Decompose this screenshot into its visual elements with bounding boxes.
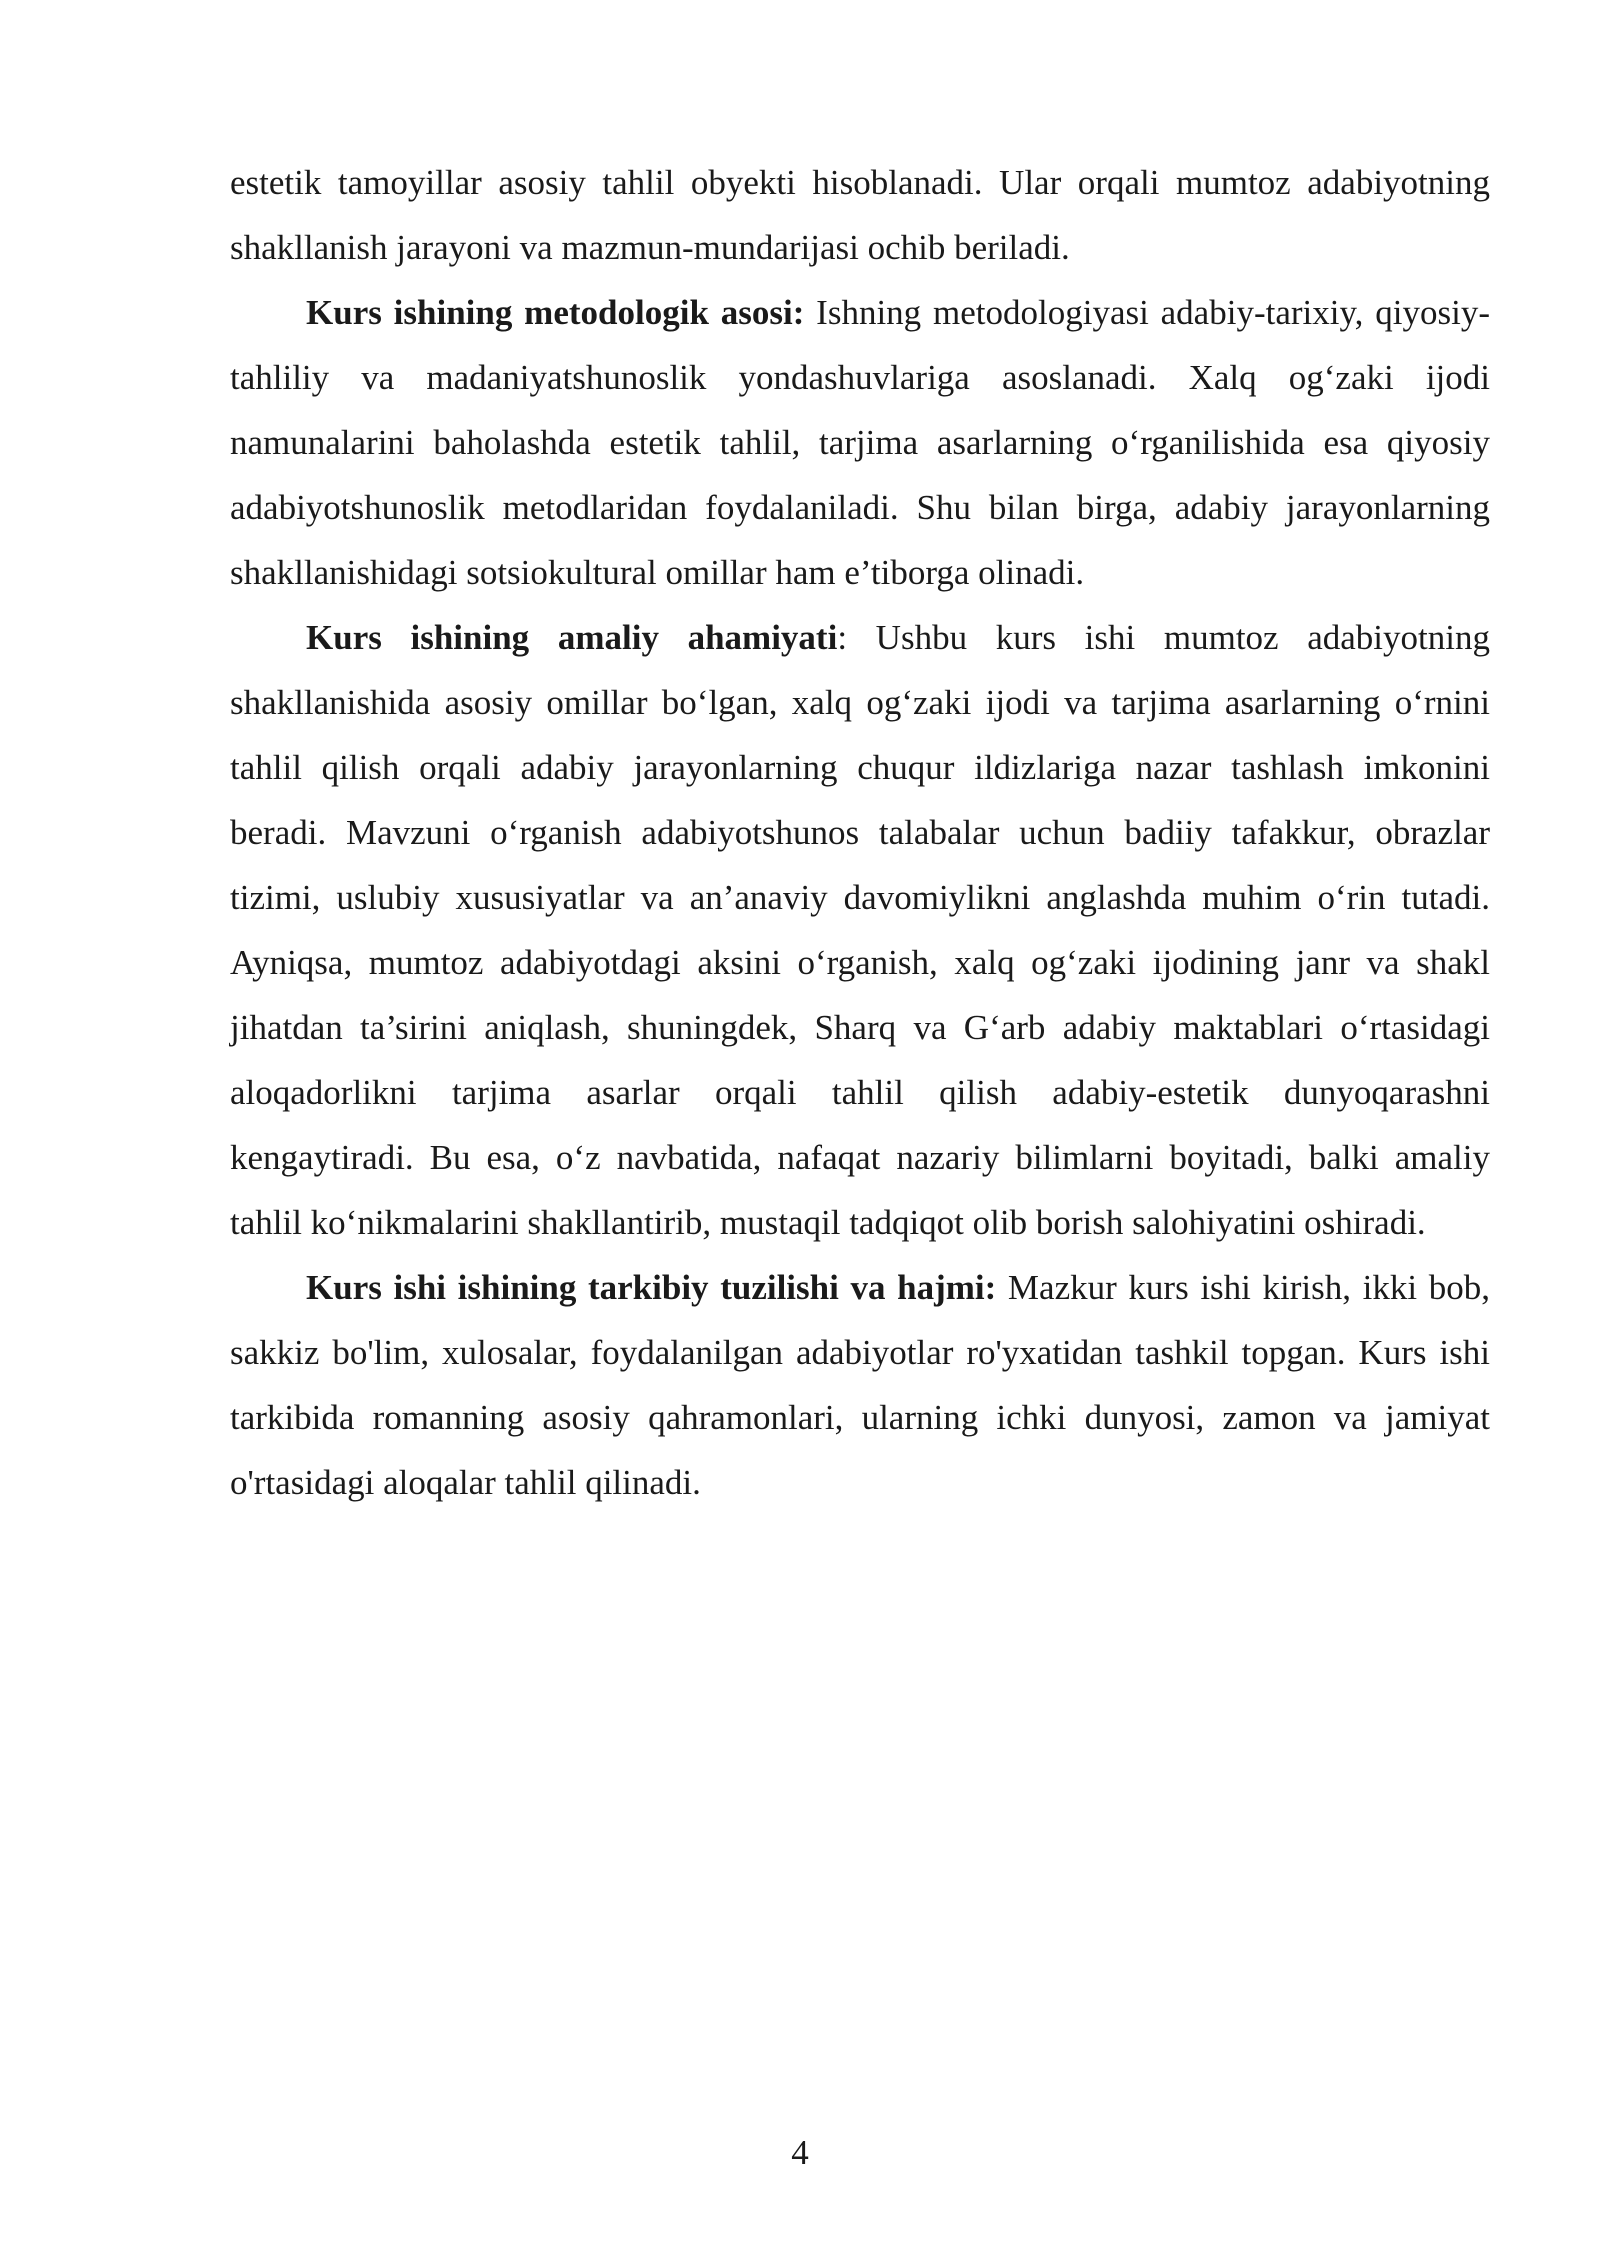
paragraph-text: : Ushbu kurs ishi mumtoz adabiyotning shakllanishida asosiy omillar bo‘lgan, xalq og‘zaki ijodi va tarjima asarlarning o‘rnini tahlil qilish orqali adabiy jarayonlarning chuqur ildizlariga nazar tashlash imkonini beradi. Mavzuni o‘rganish adabiyotshunos talabalar uchun badiiy tafakkur, obrazlar tizimi, uslubiy xususiyatlar va an’anaviy davomiylikni anglashda muhim o‘rin tutadi. Ayniqsa, mumtoz adabiyotdagi aksini o‘rganish, xalq og‘zaki ijodining janr va shakl jihatdan ta’sirini aniqlash, shuningdek, Sharq va G‘arb adabiy maktablari o‘rtasidagi aloqadorlikni tarjima asarlar orqali tahlil qilish adabiy-estetik dunyoqarashni kengaytiradi. Bu esa, o‘z navbatida, nafaqat nazariy bilimlarni boyitadi, balki amaliy tahlil ko‘nikmalarini shakllantirib, mustaqil tadqiqot olib borish salohiyatini oshiradi. [230, 618, 1490, 1242]
paragraph-text: estetik tamoyillar asosiy tahlil obyekti hisoblanadi. Ular orqali mumtoz adabiyotning shakllanish jarayoni va mazmun-mundarijasi ochib beriladi. [230, 163, 1490, 267]
paragraph-practical-significance [230, 605, 1490, 1255]
paragraph-structure [230, 1255, 1490, 1515]
paragraph-text: Ishning metodologiyasi adabiy-tarixiy, qiyosiy-tahliliy va madaniyatshunoslik yondashuvlariga asoslanadi. Xalq og‘zaki ijodi namunalarini baholashda estetik tahlil, tarjima asarlarning o‘rganilishida esa qiyosiy adabiyotshunoslik metodlaridan foydalaniladi. Shu bilan birga, adabiy jarayonlarning shakllanishidagi sotsiokultural omillar ham e’tiborga olinadi. [230, 293, 1490, 592]
paragraph-continuation [230, 150, 1490, 280]
paragraph-methodology [230, 280, 1490, 605]
paragraph-heading: Kurs ishining metodologik asosi: [306, 293, 805, 332]
paragraph-heading: Kurs ishining amaliy ahamiyati [306, 618, 838, 657]
page-number: 4 [791, 2133, 809, 2172]
paragraph-text: Mazkur kurs ishi kirish, ikki bob, sakkiz bo'lim, xulosalar, foydalanilgan adabiyotlar ro'yxatidan tashkil topgan. Kurs ishi tarkibida romanning asosiy qahramonlari, ularning ichki dunyosi, zamon va jamiyat o'rtasidagi aloqalar tahlil qilinadi. [230, 1268, 1490, 1502]
paragraph-heading: Kurs ishi ishining tarkibiy tuzilishi va hajmi: [306, 1268, 997, 1307]
document-body [230, 150, 1490, 1515]
